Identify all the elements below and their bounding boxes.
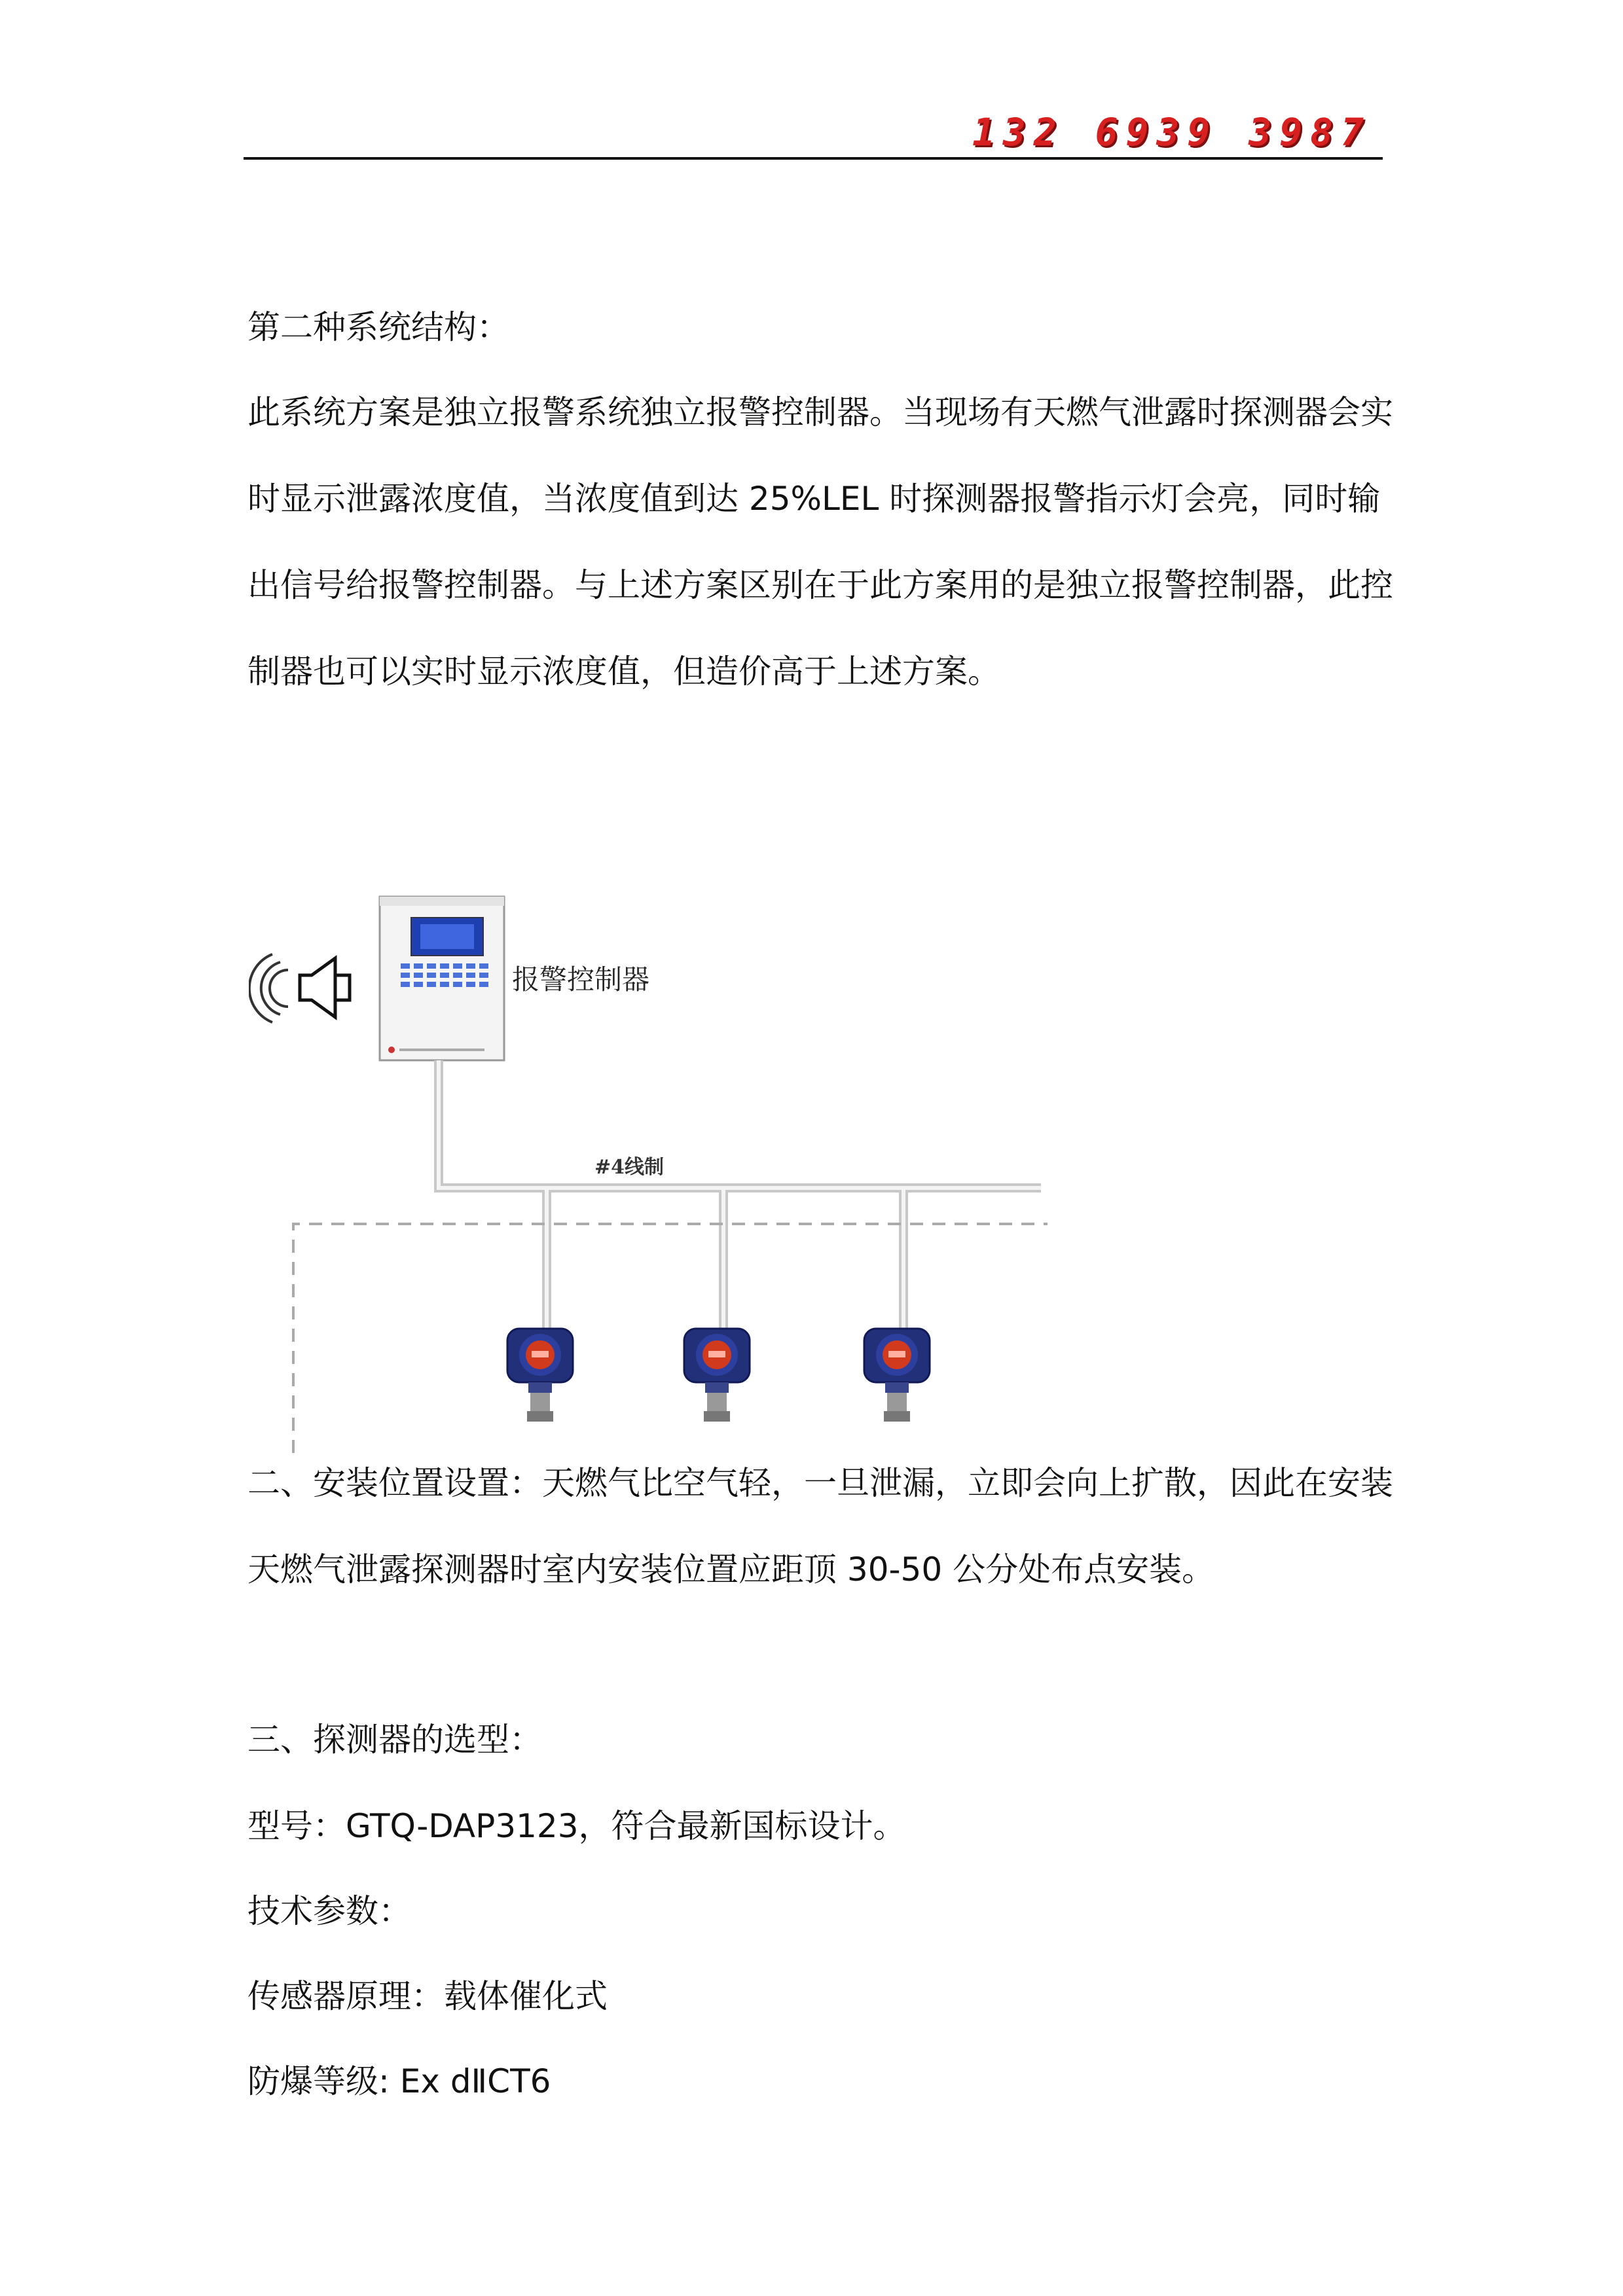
alarm-controller-cabinet [380,897,504,1060]
structure-title: 第二种系统结构： [247,308,509,346]
install-line-2: 天燃气泄露探测器时室内安装位置应距顶 30-50 公分处布点安装。 [247,1551,1215,1588]
header-phone-number: 132 6939 3987 [972,110,1372,154]
system-diagram [249,877,1061,1453]
gas-detector-icon [684,1329,750,1422]
params-title: 技术参数： [247,1892,411,1930]
selection-title: 三、探测器的选型： [247,1721,542,1759]
zone-boundary [293,1224,1048,1453]
sensor-principle: 传感器原理：载体催化式 [247,1977,608,2015]
header-rule [244,157,1383,160]
alarm-speaker-icon [249,954,350,1022]
wire-type-label: #4线制 [594,1156,665,1179]
structure-line-2: 时显示泄露浓度值，当浓度值到达 25%LEL 时探测器报警指示灯会亮，同时输 [247,480,1381,518]
gas-detector-icon [507,1329,573,1422]
controller-label: 报警控制器 [512,963,650,996]
model-line: 型号：GTQ-DAP3123，符合最新国标设计。 [247,1807,906,1845]
structure-line-4: 制器也可以实时显示浓度值，但造价高于上述方案。 [247,653,1000,691]
structure-line-3: 出信号给报警控制器。与上述方案区别在于此方案用的是独立报警控制器，此控 [247,566,1393,604]
explosion-rating: 防爆等级: Ex dⅡCT6 [247,2062,551,2100]
structure-line-1: 此系统方案是独立报警系统独立报警控制器。当现场有天燃气泄露时探测器会实 [247,393,1393,431]
gas-detector-icon [864,1329,930,1422]
install-line-1: 二、安装位置设置：天燃气比空气轻，一旦泄漏，立即会向上扩散，因此在安装 [247,1464,1393,1502]
